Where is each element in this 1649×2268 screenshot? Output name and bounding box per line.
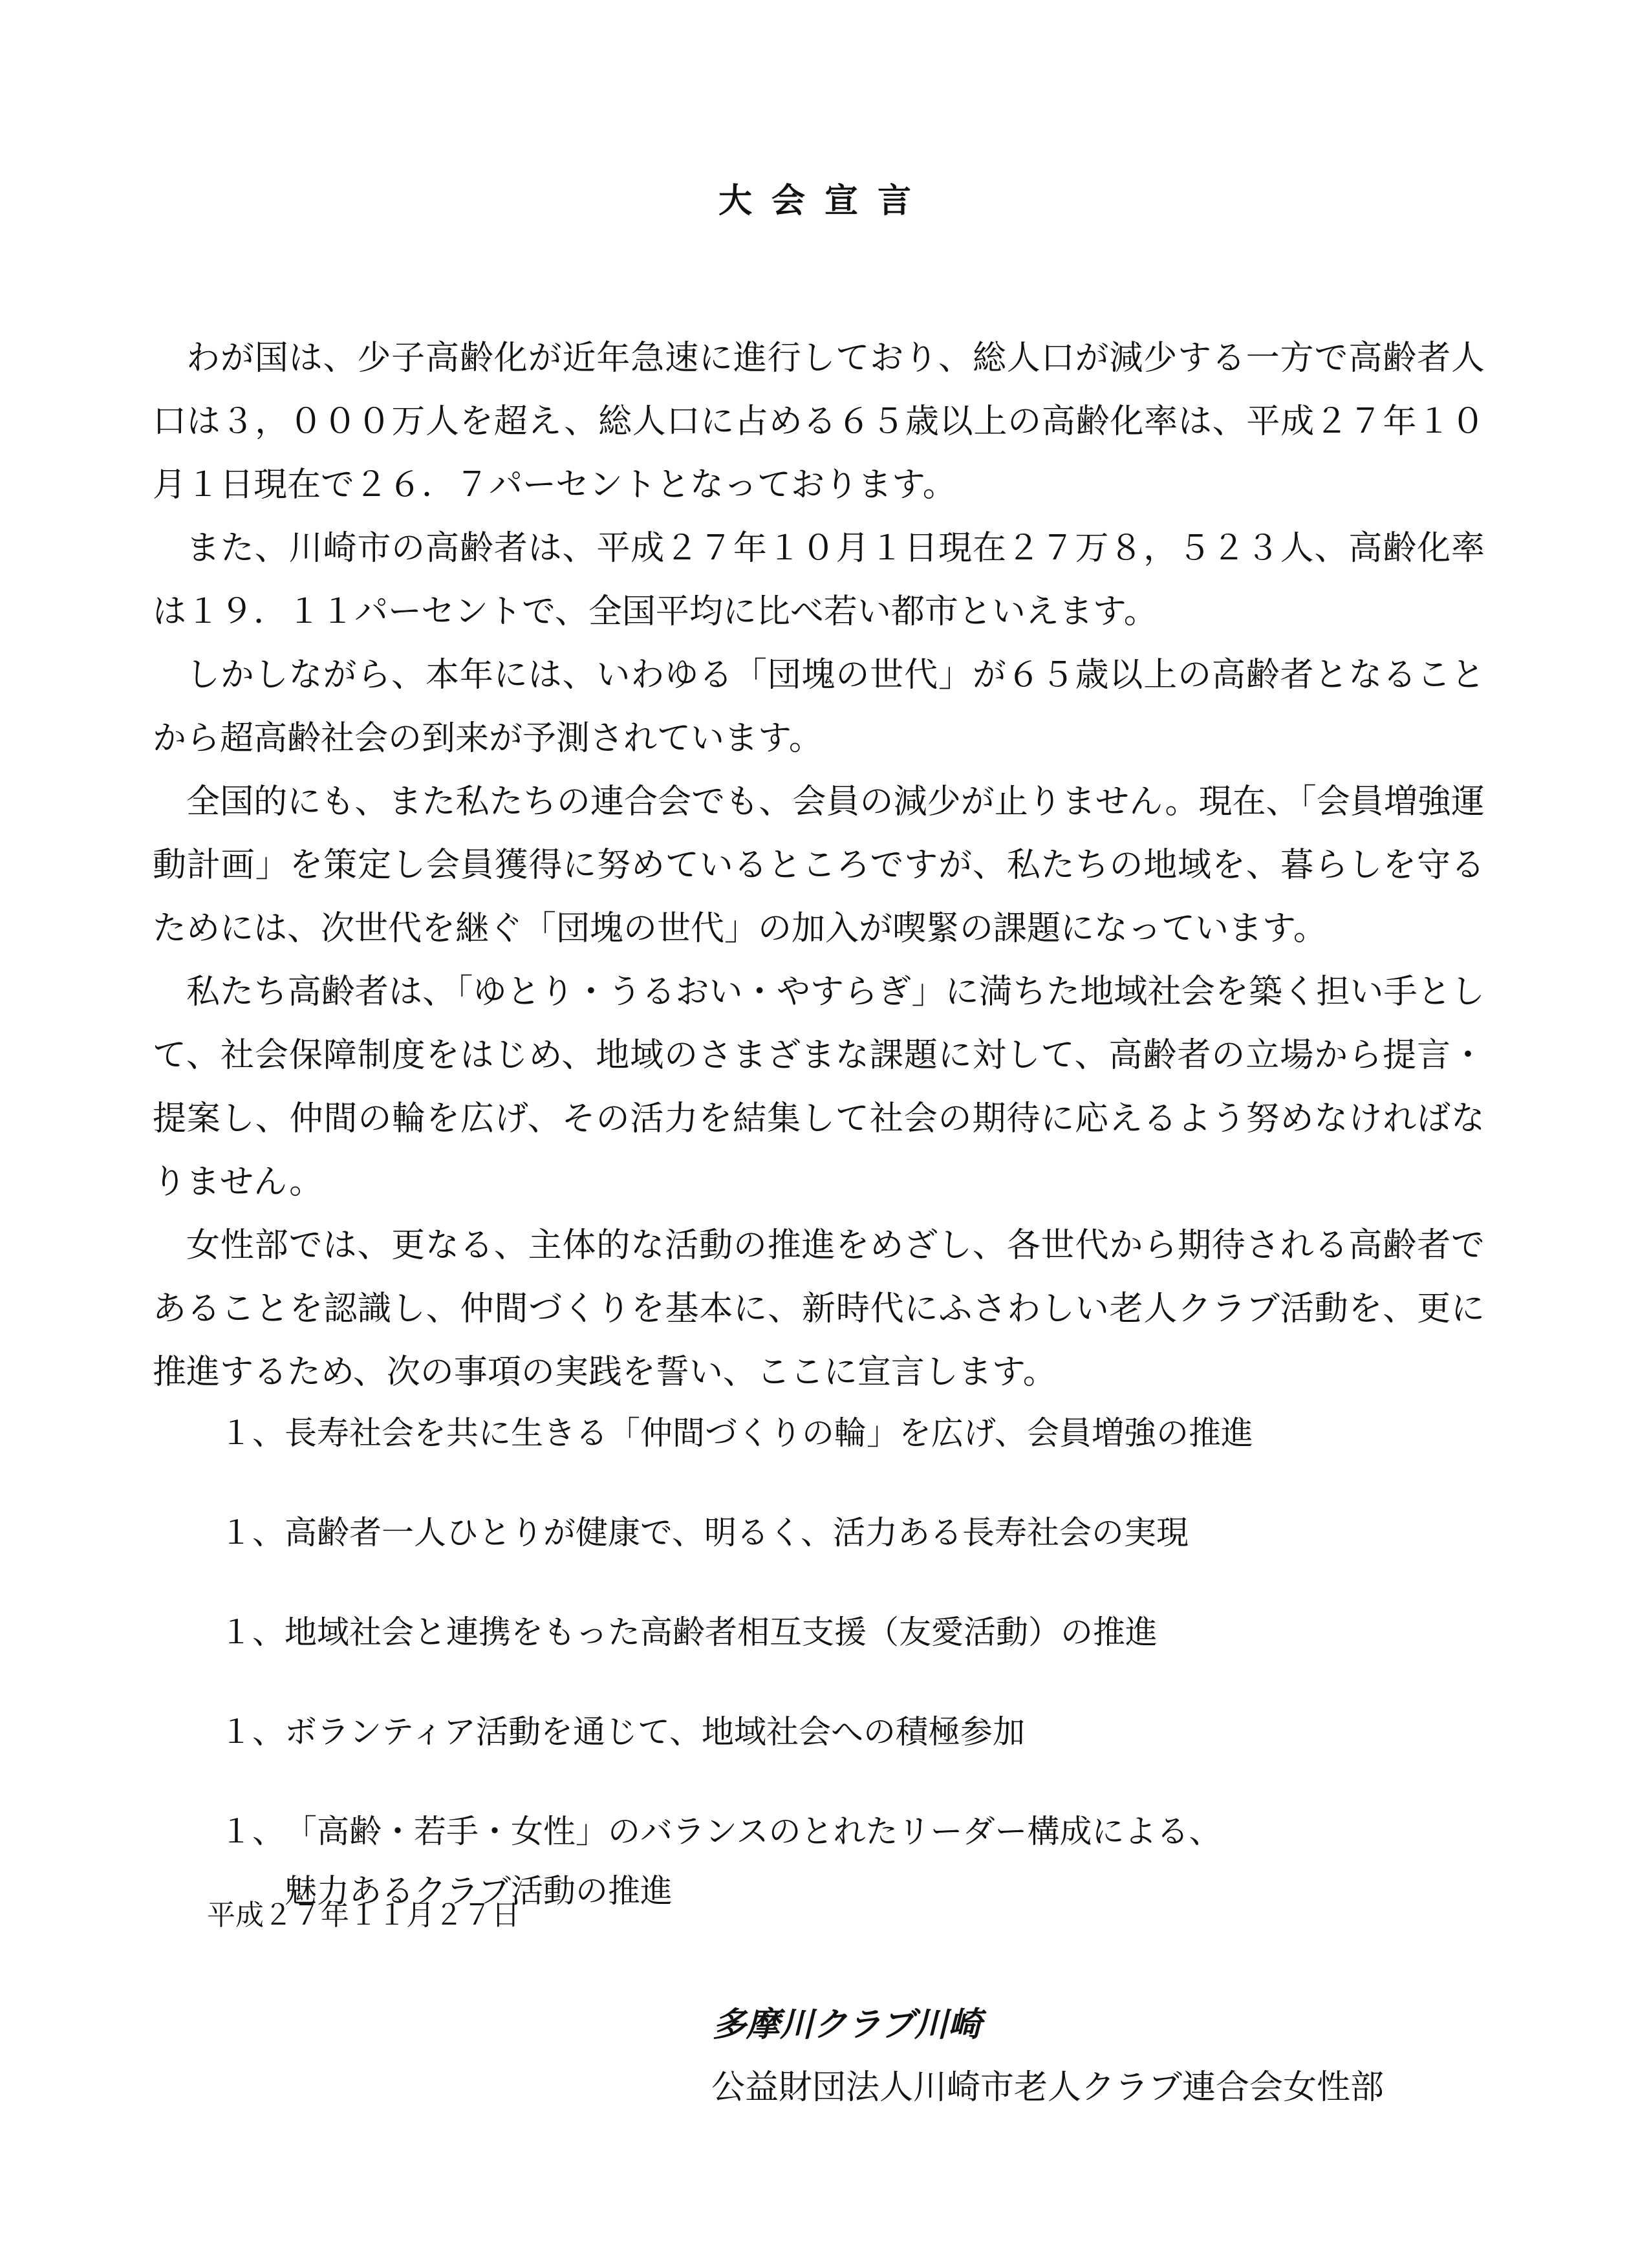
resolution-line: 「高齢・若手・女性」のバランスのとれたリーダー構成による、	[285, 1813, 1222, 1850]
paragraph: また、川崎市の高齢者は、平成２７年１０月１日現在２７万８，５２３人、高齢化率は１９．１１パーセントで、全国平均に比べ若い都市といえます。	[153, 529, 1485, 631]
document-title: 大会宣言	[718, 182, 931, 221]
paragraph: 女性部では、更なる、主体的な活動の推進をめざし、各世代から期待される高齢者であることを認識し、仲間づくりを基本に、新時代にふさわしい老人クラブ活動を、更に推進するため、次の事項の実践を誓い、ここに宣言します。	[153, 1226, 1485, 1392]
resolution-number: １、	[220, 1813, 285, 1850]
resolution-item	[220, 1702, 1449, 1762]
declaration-date: 平成２７年１１月２７日	[207, 1899, 520, 1932]
resolution-text	[285, 1503, 1449, 1562]
resolution-line: 魅力あるクラブ活動の推進	[285, 1872, 673, 1910]
paragraph: 私たち高齢者は、「ゆとり・うるおい・やすらぎ」に満ちた地域社会を築く担い手として、社会保障制度をはじめ、地域のさまざまな課題に対して、高齢者の立場から提言・提案し、仲間の輪を広げ、その活力を結集して社会の期待に応えるよう努めなければなりません。	[153, 973, 1485, 1202]
resolution-number: １、	[220, 1514, 285, 1551]
resolution-item	[220, 1503, 1449, 1562]
resolution-line: 長寿社会を共に生きる「仲間づくりの輪」を広げ、会員増強の推進	[285, 1414, 1253, 1452]
paragraph: わが国は、少子高齢化が近年急速に進行しており、総人口が減少する一方で高齢者人口は３，０００万人を超え、総人口に占める６５歳以上の高齢化率は、平成２７年１０月１日現在で２６．７パーセントとなっております。	[153, 339, 1485, 504]
resolution-line: 地域社会と連携をもった高齢者相互支援（友愛活動）の推進	[285, 1614, 1158, 1651]
resolution-item	[220, 1403, 1449, 1463]
resolution-text	[285, 1702, 1449, 1762]
paragraph: 全国的にも、また私たちの連合会でも、会員の減少が止りません。現在、「会員増強運動計画」を策定し会員獲得に努めているところですが、私たちの地域を、暮らしを守るためには、次世代を継ぐ「団塊の世代」の加入が喫緊の課題になっています。	[153, 783, 1485, 948]
organization-name: 公益財団法人川崎市老人クラブ連合会女性部	[711, 2068, 1385, 2107]
resolution-line: 高齢者一人ひとりが健康で、明るく、活力ある長寿社会の実現	[285, 1514, 1189, 1551]
resolution-text	[285, 1603, 1449, 1662]
declaration-body	[153, 327, 1485, 1404]
paragraph: しかしながら、本年には、いわゆる「団塊の世代」が６５歳以上の高齢者となることから超高齢社会の到来が予測されています。	[153, 656, 1485, 758]
resolution-number: １、	[220, 1614, 285, 1651]
resolution-list	[220, 1403, 1449, 1961]
club-name: 多摩川クラブ川崎	[713, 2005, 982, 2044]
resolution-line: ボランティア活動を通じて、地域社会への積極参加	[285, 1713, 1025, 1751]
resolution-number: １、	[220, 1713, 285, 1751]
resolution-number: １、	[220, 1414, 285, 1452]
resolution-item	[220, 1603, 1449, 1662]
resolution-text	[285, 1403, 1449, 1463]
